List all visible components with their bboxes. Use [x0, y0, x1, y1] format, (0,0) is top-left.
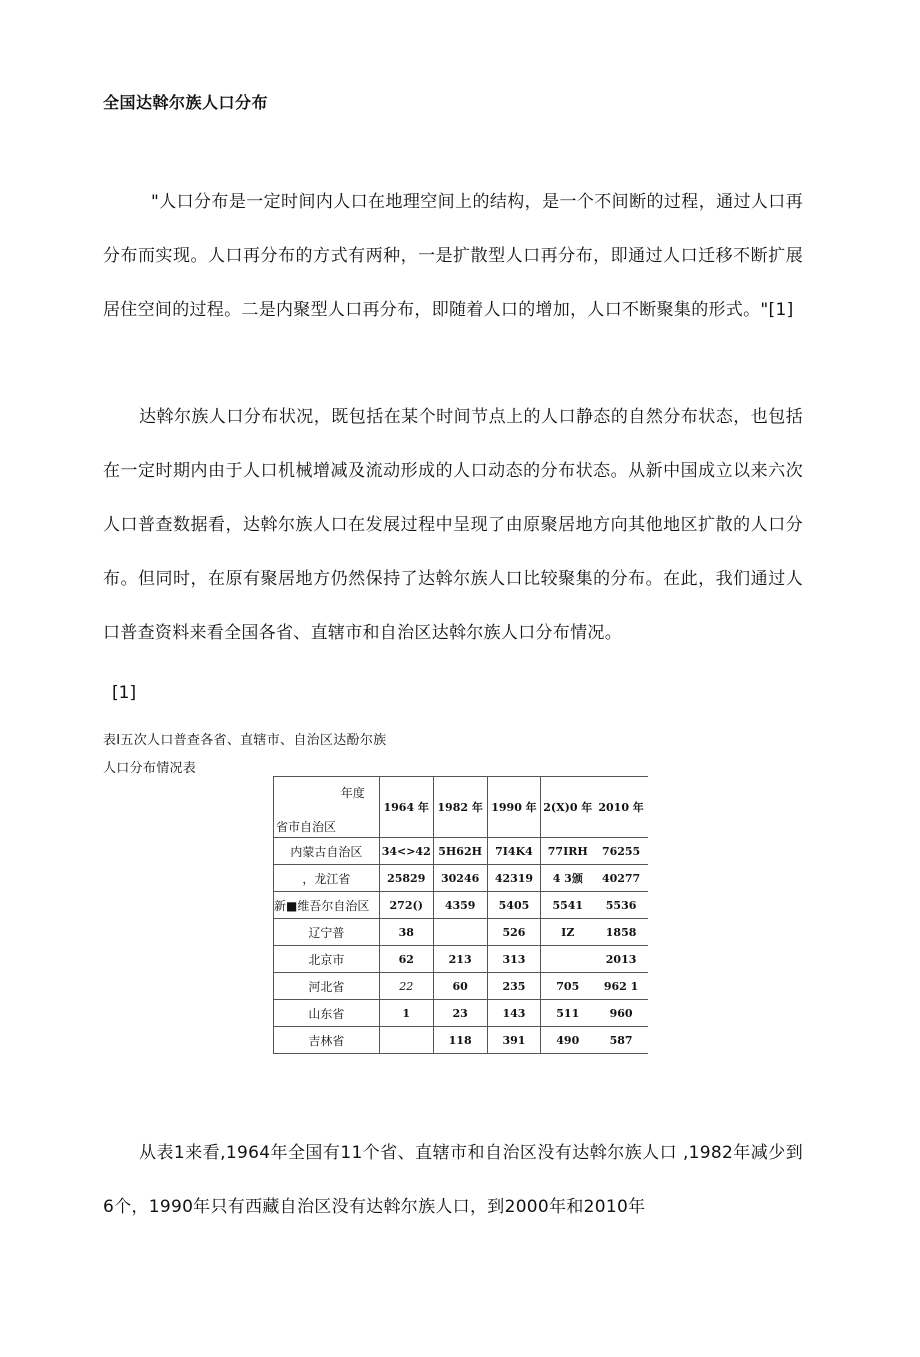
table-row	[274, 838, 649, 865]
year-header: 2010 年	[594, 777, 648, 838]
table-row	[274, 973, 649, 1000]
paragraph-text: 从表1来看,1964年全国有11个省、直辖市和自治区没有达斡尔族人口 ,1982年减少到6个，1990年只有西藏自治区没有达斡尔族人口，到2000年和2010年	[103, 1143, 803, 1217]
value-cell: 143	[487, 1000, 541, 1027]
paragraph-text: "人口分布是一定时间内人口在地理空间上的结构，是一个不间断的过程，通过人口再分布而实现。人口再分布的方式有两种，一是扩散型人口再分布，即通过人口迁移不断扩展居住空间的过程。二是内聚型人口再分布，即随着人口的增加，人口不断聚集的形式。"[1]	[103, 192, 803, 320]
value-cell: 526	[487, 919, 541, 946]
value-cell: 62	[379, 946, 433, 973]
paragraph-analysis	[103, 1126, 803, 1234]
value-cell: 4 3颁	[541, 865, 594, 892]
value-cell: 5536	[594, 892, 648, 919]
value-cell: 962 1	[594, 973, 648, 1000]
table-row	[274, 865, 649, 892]
value-cell: 235	[487, 973, 541, 1000]
year-header: 1990 年	[487, 777, 541, 838]
value-cell: 391	[487, 1027, 541, 1054]
value-cell	[433, 919, 487, 946]
value-cell: 4359	[433, 892, 487, 919]
reference-marker: [1]	[112, 683, 137, 703]
table-corner-header: 年度 省市自治区	[274, 777, 380, 838]
value-cell: 587	[594, 1027, 648, 1054]
paragraph-text: 达斡尔族人口分布状况，既包括在某个时间节点上的人口静态的自然分布状态，也包括在一定时期内由于人口机械增减及流动形成的人口动态的分布状态。从新中国成立以来六次人口普查数据看，达斡尔族人口在发展过程中呈现了由原聚居地方向其他地区扩散的人口分布。但同时，在原有聚居地方仍然保持了达斡尔族人口比较聚集的分布。在此，我们通过人口普查资料来看全国各省、直辖市和自治区达斡尔族人口分布情况。	[103, 407, 803, 643]
value-cell	[379, 1027, 433, 1054]
value-cell: 30246	[433, 865, 487, 892]
province-cell: 新■维吾尔自治区	[274, 892, 380, 919]
value-cell	[541, 946, 594, 973]
table-row	[274, 1000, 649, 1027]
value-cell: 76255	[594, 838, 648, 865]
table-caption-continued: 人口分布情况表	[103, 761, 197, 776]
province-cell: 河北省	[274, 973, 380, 1000]
value-cell: 313	[487, 946, 541, 973]
province-cell: 内蒙古自治区	[274, 838, 380, 865]
value-cell: 213	[433, 946, 487, 973]
paragraph-distribution	[103, 390, 803, 660]
year-header: 2(X)0 年	[541, 777, 594, 838]
province-cell: 吉林省	[274, 1027, 380, 1054]
value-cell: 22	[379, 973, 433, 1000]
table-row	[274, 1027, 649, 1054]
value-cell: 272()	[379, 892, 433, 919]
value-cell: 705	[541, 973, 594, 1000]
value-cell: 60	[433, 973, 487, 1000]
value-cell: 118	[433, 1027, 487, 1054]
value-cell: 5H62H	[433, 838, 487, 865]
value-cell: 490	[541, 1027, 594, 1054]
province-cell: ，龙江省	[274, 865, 380, 892]
value-cell: 2013	[594, 946, 648, 973]
province-cell: 北京市	[274, 946, 380, 973]
table-row	[274, 892, 649, 919]
page-title: 全国达斡尔族人口分布	[103, 93, 269, 112]
paragraph-definition	[103, 175, 803, 337]
table-caption: 表I五次人口普查各省、直辖市、自治区达酚尔族	[103, 733, 387, 748]
year-header: 1964 年	[379, 777, 433, 838]
value-cell: 511	[541, 1000, 594, 1027]
value-cell: 1	[379, 1000, 433, 1027]
value-cell: 5405	[487, 892, 541, 919]
value-cell: 38	[379, 919, 433, 946]
value-cell: 40277	[594, 865, 648, 892]
value-cell: 1858	[594, 919, 648, 946]
census-table	[273, 776, 648, 1054]
year-header: 1982 年	[433, 777, 487, 838]
province-cell: 山东省	[274, 1000, 380, 1027]
table-row	[274, 919, 649, 946]
value-cell: 7I4K4	[487, 838, 541, 865]
value-cell: 23	[433, 1000, 487, 1027]
value-cell: 34<>42	[379, 838, 433, 865]
province-cell: 辽宁普	[274, 919, 380, 946]
value-cell: 42319	[487, 865, 541, 892]
value-cell: 960	[594, 1000, 648, 1027]
value-cell: 5541	[541, 892, 594, 919]
value-cell: 25829	[379, 865, 433, 892]
table-header-row	[274, 777, 649, 838]
value-cell: 77IRH	[541, 838, 594, 865]
table-row	[274, 946, 649, 973]
value-cell: IZ	[541, 919, 594, 946]
